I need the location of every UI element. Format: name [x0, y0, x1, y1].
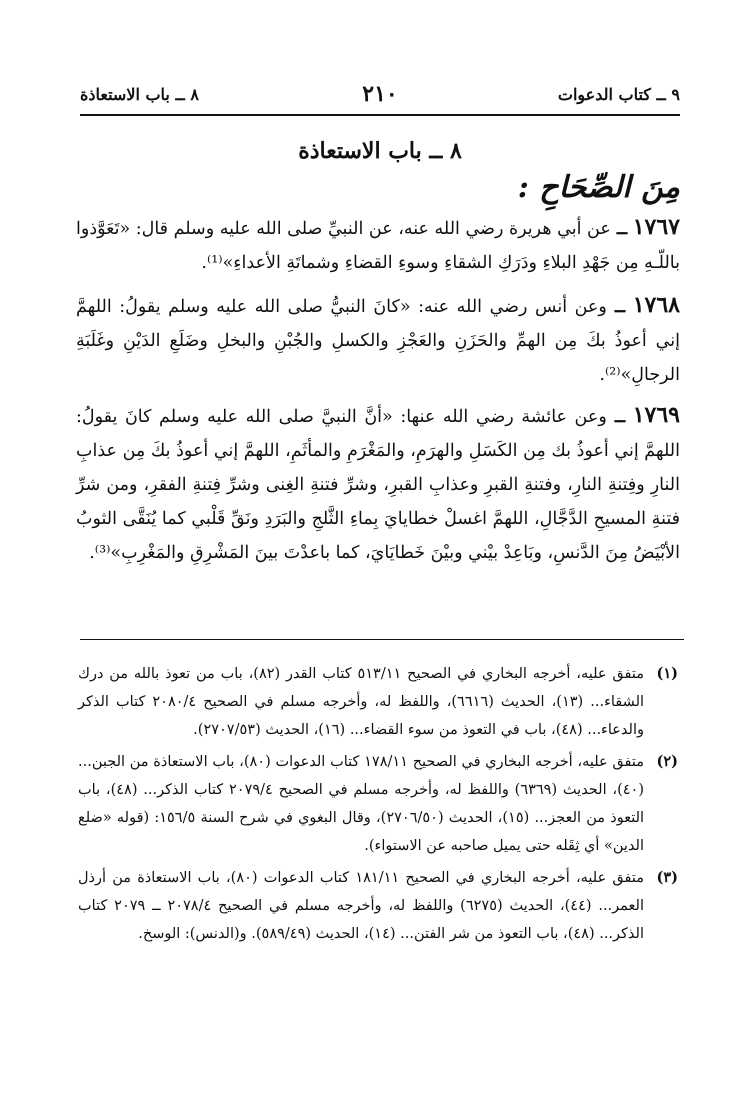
footnote-text: متفق عليه، أخرجه البخاري في الصحيح ١٨١/١١ كتاب الدعوات (٨٠)، باب الاستعاذة من أرذل العمر... (٤٤)، الحديث (٦٢٧٥) واللفظ له، وأخرجه مسلم في الصحيح ٢٠٧٨/٤ ــ ٢٠٧٩ كتاب الذكر... (٤٨)، باب التعوذ من شر الفتن... (١٤)، الحديث (٥٨٩/٤٩). و(الدنس): الوسخ. — [78, 870, 644, 942]
hadith-number: ١٧٦٨ — [632, 292, 680, 318]
footnote-text: متفق عليه، أخرجه البخاري في الصحيح ٥١٣/١١ كتاب القدر (٨٢)، باب من تعوذ بالله من درك الشقاء... (١٣)، الحديث (٦٦١٦)، واللفظ له، وأخرجه مسلم في الصحيح ٢٠٨٠/٤ كتاب الذكر والدعاء... (٤٨)، باب في التعوذ من سوء القضاء... (١٦)، الحديث (٢٧٠٧/٥٣). — [78, 666, 645, 738]
hadith-number: ١٧٦٧ — [632, 214, 680, 240]
footnote-text: متفق عليه، أخرجه البخاري في الصحيح ١٧٨/١١ كتاب الدعوات (٨٠)، باب الاستعاذة من الجبن... (٤٠)، الحديث (٦٣٦٩) واللفظ له، وأخرجه مسلم في الصحيح ٢٠٧٩/٤ كتاب الذكر... (٤٨)، باب التعوذ من العجز... (١٥)، الحديث (٢٧٠٦/٥٠)، وقال البغوي في شرح السنة ١٥٦/٥: (قوله «ضلع الدين» أي ثِقَله حتى يميل صاحبه عن الاستواء). — [78, 754, 645, 854]
hadith-dash: ــ — [610, 219, 628, 239]
hadith-dash: ــ — [606, 407, 626, 427]
footnote-mark: (١) — [656, 665, 678, 682]
header-divider — [80, 114, 680, 116]
hadith-text: وعن عائشة رضي الله عنها: «أنَّ النبيَّ صلى الله عليه وسلم كانَ يقولُ: اللهمَّ إني أعوذُ بك مِن الكَسَلِ والهرَمِ، والمَغْرَمِ والمأثَمِ، اللهمَّ إني أعوذُ بكَ مِن عذابِ النارِ وفِتنةِ النارِ، وفتنةِ القبرِ وعذابِ القبرِ، وشرِّ فتنةِ الغِنى وشرِّ فِتنةِ الفقرِ، ومن شرِّ فتنةِ المسيحِ الدَّجَّالِ، اللهمَّ اغسلْ خطايايَ بِماءِ الثَّلجِ والبَرَدِ ونَقِّ قَلْبي كما يُنَقَّى الثوبُ الأبْيَضُ مِنَ الدَّنسِ، وبَاعِدْ بيْني وبيْنَ خَطايَايَ، كما باعدْتَ بينَ المَشْرِقِ والمَغْرِبِ»⁽³⁾. — [76, 407, 680, 563]
header-chapter: ٩ ــ كتاب الدعوات — [557, 85, 680, 104]
hadith-text: وعن أنس رضي الله عنه: «كانَ النبيُّ صلى الله عليه وسلم يقولُ: اللهمَّ إني أعوذُ بكَ مِن الهمِّ والحَزَنِ والعَجْزِ والكسلِ والجُبْنِ والبخلِ وضَلَعِ الدَيْنِ وغَلَبَةِ الرجالِ»⁽²⁾. — [76, 297, 680, 385]
section-heading: مِنَ الصِّحَاحِ : — [517, 170, 680, 205]
header-section: ٨ ــ باب الاستعاذة — [80, 85, 199, 104]
footnote-mark: (٢) — [656, 753, 678, 770]
footnote — [78, 748, 678, 860]
hadith-paragraph — [76, 288, 680, 392]
hadith-dash: ــ — [606, 297, 626, 317]
hadith-number: ١٧٦٩ — [632, 402, 680, 428]
footnote — [78, 864, 678, 948]
footnote-mark: (٣) — [656, 869, 678, 886]
footnote — [78, 660, 678, 744]
hadith-paragraph — [76, 398, 680, 570]
hadith-paragraph — [76, 210, 680, 280]
hadith-text: عن أبي هريرة رضي الله عنه، عن النبيِّ صلى الله عليه وسلم قال: «تَعَوَّذوا باللّـهِ مِن جَهْدِ البلاءِ ودَرَكِ الشقاءِ وسوءِ القضاءِ وشماتَةِ الأعداءِ»⁽¹⁾. — [76, 219, 680, 273]
page-number: ٢١٠ — [362, 81, 398, 107]
chapter-title: ٨ ــ باب الاستعاذة — [298, 138, 462, 164]
footnotes — [78, 660, 678, 952]
footnote-divider — [80, 639, 684, 640]
running-header — [80, 83, 680, 113]
